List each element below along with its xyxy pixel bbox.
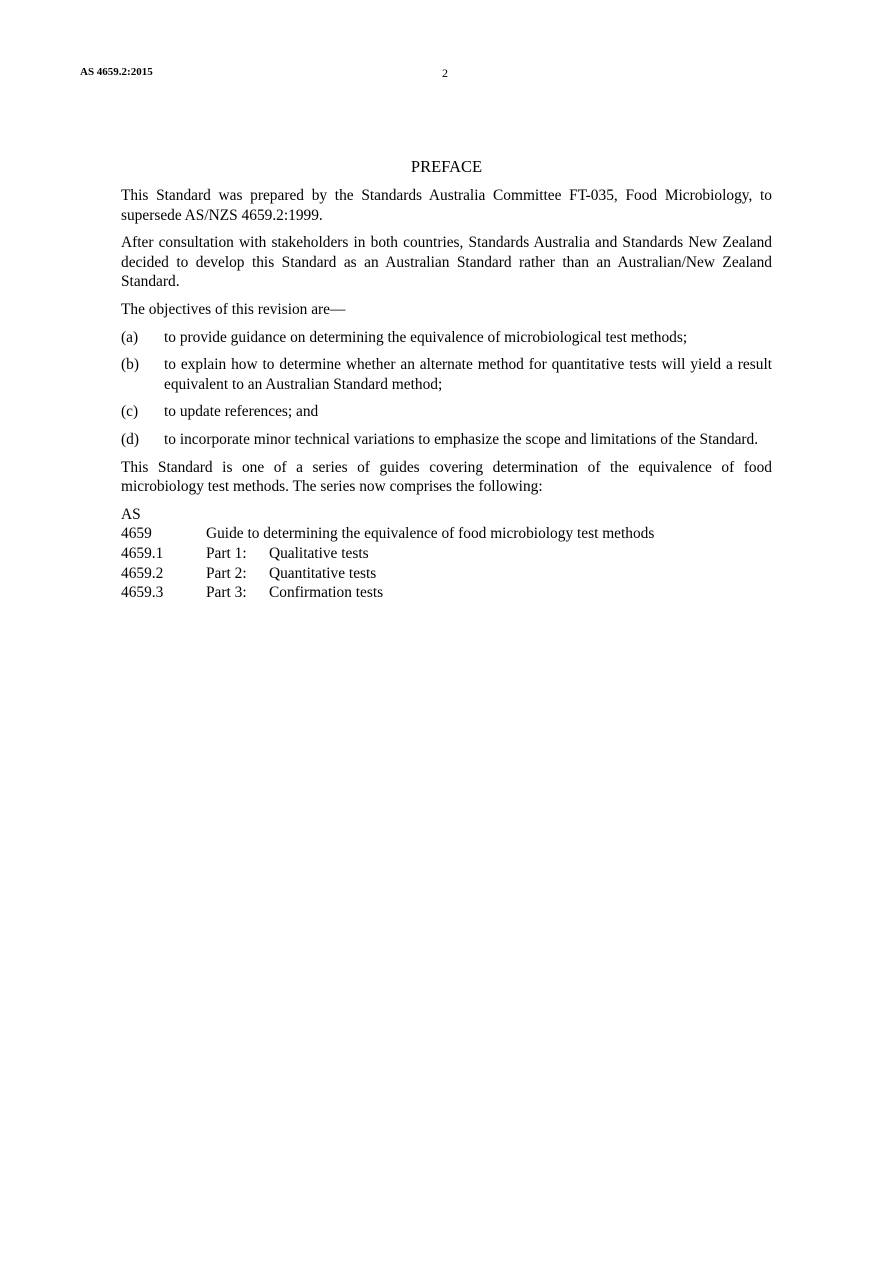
standard-number: 4659.3 (121, 584, 164, 602)
preface-paragraph: After consultation with stakeholders in both countries, Standards Australia and Standards New Zealand decided to develop this Standard as an Australian Standard rather than an Australian/New Zealand Standard. (121, 234, 772, 291)
list-item-text: to provide guidance on determining the equivalence of microbiological test methods; (164, 328, 688, 346)
series-table-header: AS (121, 505, 141, 523)
standard-title: Qualitative tests (269, 544, 369, 562)
preface-section (121, 156, 772, 603)
standard-part: Part 1: (206, 544, 247, 562)
standard-title: Guide to determining the equivalence of food microbiology test methods (206, 525, 655, 543)
list-item (121, 402, 772, 422)
table-row (121, 524, 772, 544)
list-item-label: (b) (121, 356, 139, 374)
page-number: 2 (442, 66, 448, 80)
standard-part: Part 3: (206, 584, 247, 602)
list-item (121, 355, 772, 394)
list-item-text: to update references; and (164, 403, 319, 421)
preface-paragraph: This Standard was prepared by the Standards Australia Committee FT-035, Food Microbiology, to supersede AS/NZS 4659.2:1999. (121, 187, 772, 224)
list-item-text: to explain how to determine whether an alternate method for quantitative tests will yield a result equivalent to an Australian Standard method; (164, 356, 772, 393)
series-table (121, 505, 772, 603)
list-item-label: (d) (121, 430, 139, 448)
standard-number: 4659.1 (121, 544, 164, 562)
standard-part: Part 2: (206, 564, 247, 582)
list-item-label: (c) (121, 403, 139, 421)
list-item (121, 328, 772, 348)
preface-paragraph: This Standard is one of a series of guides covering determination of the equivalence of food microbiology test methods. The series now comprises the following: (121, 458, 772, 496)
list-item (121, 430, 772, 450)
standard-title: Quantitative tests (269, 564, 377, 582)
preface-paragraph: The objectives of this revision are— (121, 300, 346, 318)
document-identifier: AS 4659.2:2015 (80, 66, 153, 78)
standard-number: 4659.2 (121, 564, 164, 582)
table-row (121, 583, 772, 603)
standard-number: 4659 (121, 525, 152, 543)
standard-title: Confirmation tests (269, 584, 384, 602)
list-item-label: (a) (121, 328, 139, 346)
section-title: PREFACE (410, 157, 483, 176)
table-row (121, 544, 772, 564)
table-row (121, 564, 772, 584)
list-item-text: to incorporate minor technical variations to emphasize the scope and limitations of the Standard. (164, 430, 759, 448)
objectives-list (121, 328, 772, 450)
